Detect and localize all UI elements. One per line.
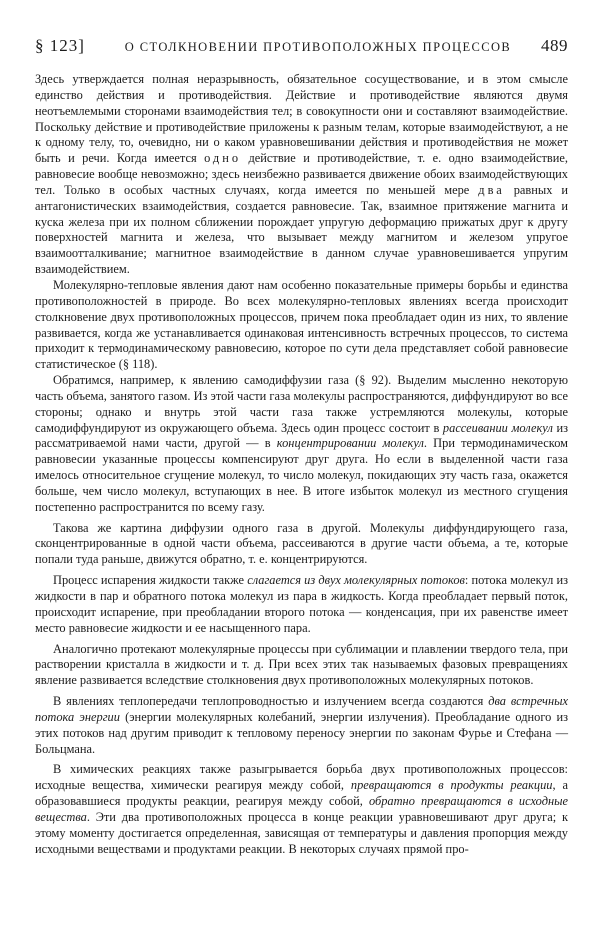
section-number: § 123]	[35, 36, 85, 55]
paragraph-heat-transfer: В явлениях теплопередачи теплопроводностью и излучением всегда создаются два встречных потока энергии (энергии молекулярных колебаний, энергии излучения). Преобладание одного из этих потоков над другим приводит к тепловому переносу энергии по законам Фурье и Стефана — Больцмана.	[35, 694, 569, 756]
body-text	[35, 72, 568, 858]
chapter-title: О СТОЛКНОВЕНИИ ПРОТИВОПОЛОЖНЫХ ПРОЦЕССОВ	[124, 40, 512, 54]
paragraph-action-reaction: Здесь утверждается полная неразрывность, обязательное сосуществование, и в этом смысле единство действия и противодействия. Действие и противодействие являются двумя неотъемлемыми сторонами взаимодействия тел; в совокупности они и составляют взаимодействие. Поскольку действие и противодействие приложены к разным телам, которые взаимодействуют, а не к одному телу, то, очевидно, ни о каком уравновешивании действия и противодействия не может быть и речи. Когда имеется одно действие и противодействие, т. е. одно взаимодействие, равновесие вообще невозможно; здесь неизбежно развивается движение обоих взаимодействующих тел. Только в особых частных случаях, когда имеется по меньшей мере два равных и антагонистических взаимодействия, создается равновесие. Так, взаимное притяжение магнита и куска железа при их полном сближении порождает упругую деформацию прижатых друг к другу поверхностей магнита и железа, что вызывает между магнитом и железом упругое взаимоотталкивание; магнитное взаимодействие в данном случае уравновешивается упругим взаимодействием.	[35, 72, 568, 277]
paragraph-molecular-thermal: Молекулярно-тепловые явления дают нам особенно показательные примеры борьбы и единства противоположностей в природе. Во всех молекулярно-тепловых явлениях всегда происходит столкновение двух противоположных процессов, причем пока преобладает один из них, то явление развивается, когда же устанавливается одинаковая интенсивность встречных процессов, то система приходит к термодинамическому равновесию, которое по сути дела представляет собой равновесие статистическое (§ 118).	[35, 277, 568, 372]
page-number: 489	[541, 36, 568, 55]
paragraph-chemical-reactions: В химических реакциях также разыгрывается борьба двух противоположных процессов: исходные вещества, химически реагируя между собой, превращаются в продукты реакции, а образовавшиеся продукты реакции, реагируя между собой, обратно превращаются в исходные вещества. Эти два противоположных процесса в конце реакции уравновешивают друг друга; к этому моменту достигается определенная, зависящая от температуры и давления пропорция между исходными веществами и продуктами реакции. В некоторых случаях прямой про-	[35, 762, 568, 856]
paragraph-phase-transitions: Аналогично протекают молекулярные процессы при сублимации и плавлении твердого тела, при растворении кристалла в жидкости и т. д. При всех этих так называемых фазовых превращениях явление развивается вследствие столкновения двух противоположных молекулярных потоков.	[35, 641, 568, 688]
running-header	[35, 36, 568, 72]
paragraph-gas-diffusion: Такова же картина диффузии одного газа в другой. Молекулы диффундирующего газа, сконцентрированные в одной части объема, рассеиваются в другие части объема, а те, которые попали туда раньше, движутся обратно, т. е. концентрируются.	[35, 520, 568, 567]
paragraph-evaporation: Процесс испарения жидкости также слагается из двух молекулярных потоков: потока молекул из жидкости в пар и обратного потока молекул из пара в жидкость. Когда преобладает первый поток, происходит испарение, при преобладании второго потока — конденсация, при их равенстве имеет место равновесие жидкости и ее насыщенного пара.	[35, 573, 568, 635]
paragraph-self-diffusion: Обратимся, например, к явлению самодиффузии газа (§ 92). Выделим мысленно некоторую часть объема, занятого газом. Из этой части газа молекулы распространяются, диффундируют во все стороны; однако и внутрь этой части газа также устремляются молекулы, которые самодиффундируют из окружающего объема. Здесь один процесс состоит в рассеивании молекул из рассматриваемой нами части, другой — в концентрировании молекул. При термодинамическом равновесии указанные процессы компенсируют друг друга. Но если в выделенной части газа имелось относительное сгущение молекул, то число молекул, покидающих эту часть газа, окажется больше, чем число молекул, вступающих в нее. В итоге избыток молекул из местного сгущения постепенно распространится по всему газу.	[35, 373, 568, 514]
